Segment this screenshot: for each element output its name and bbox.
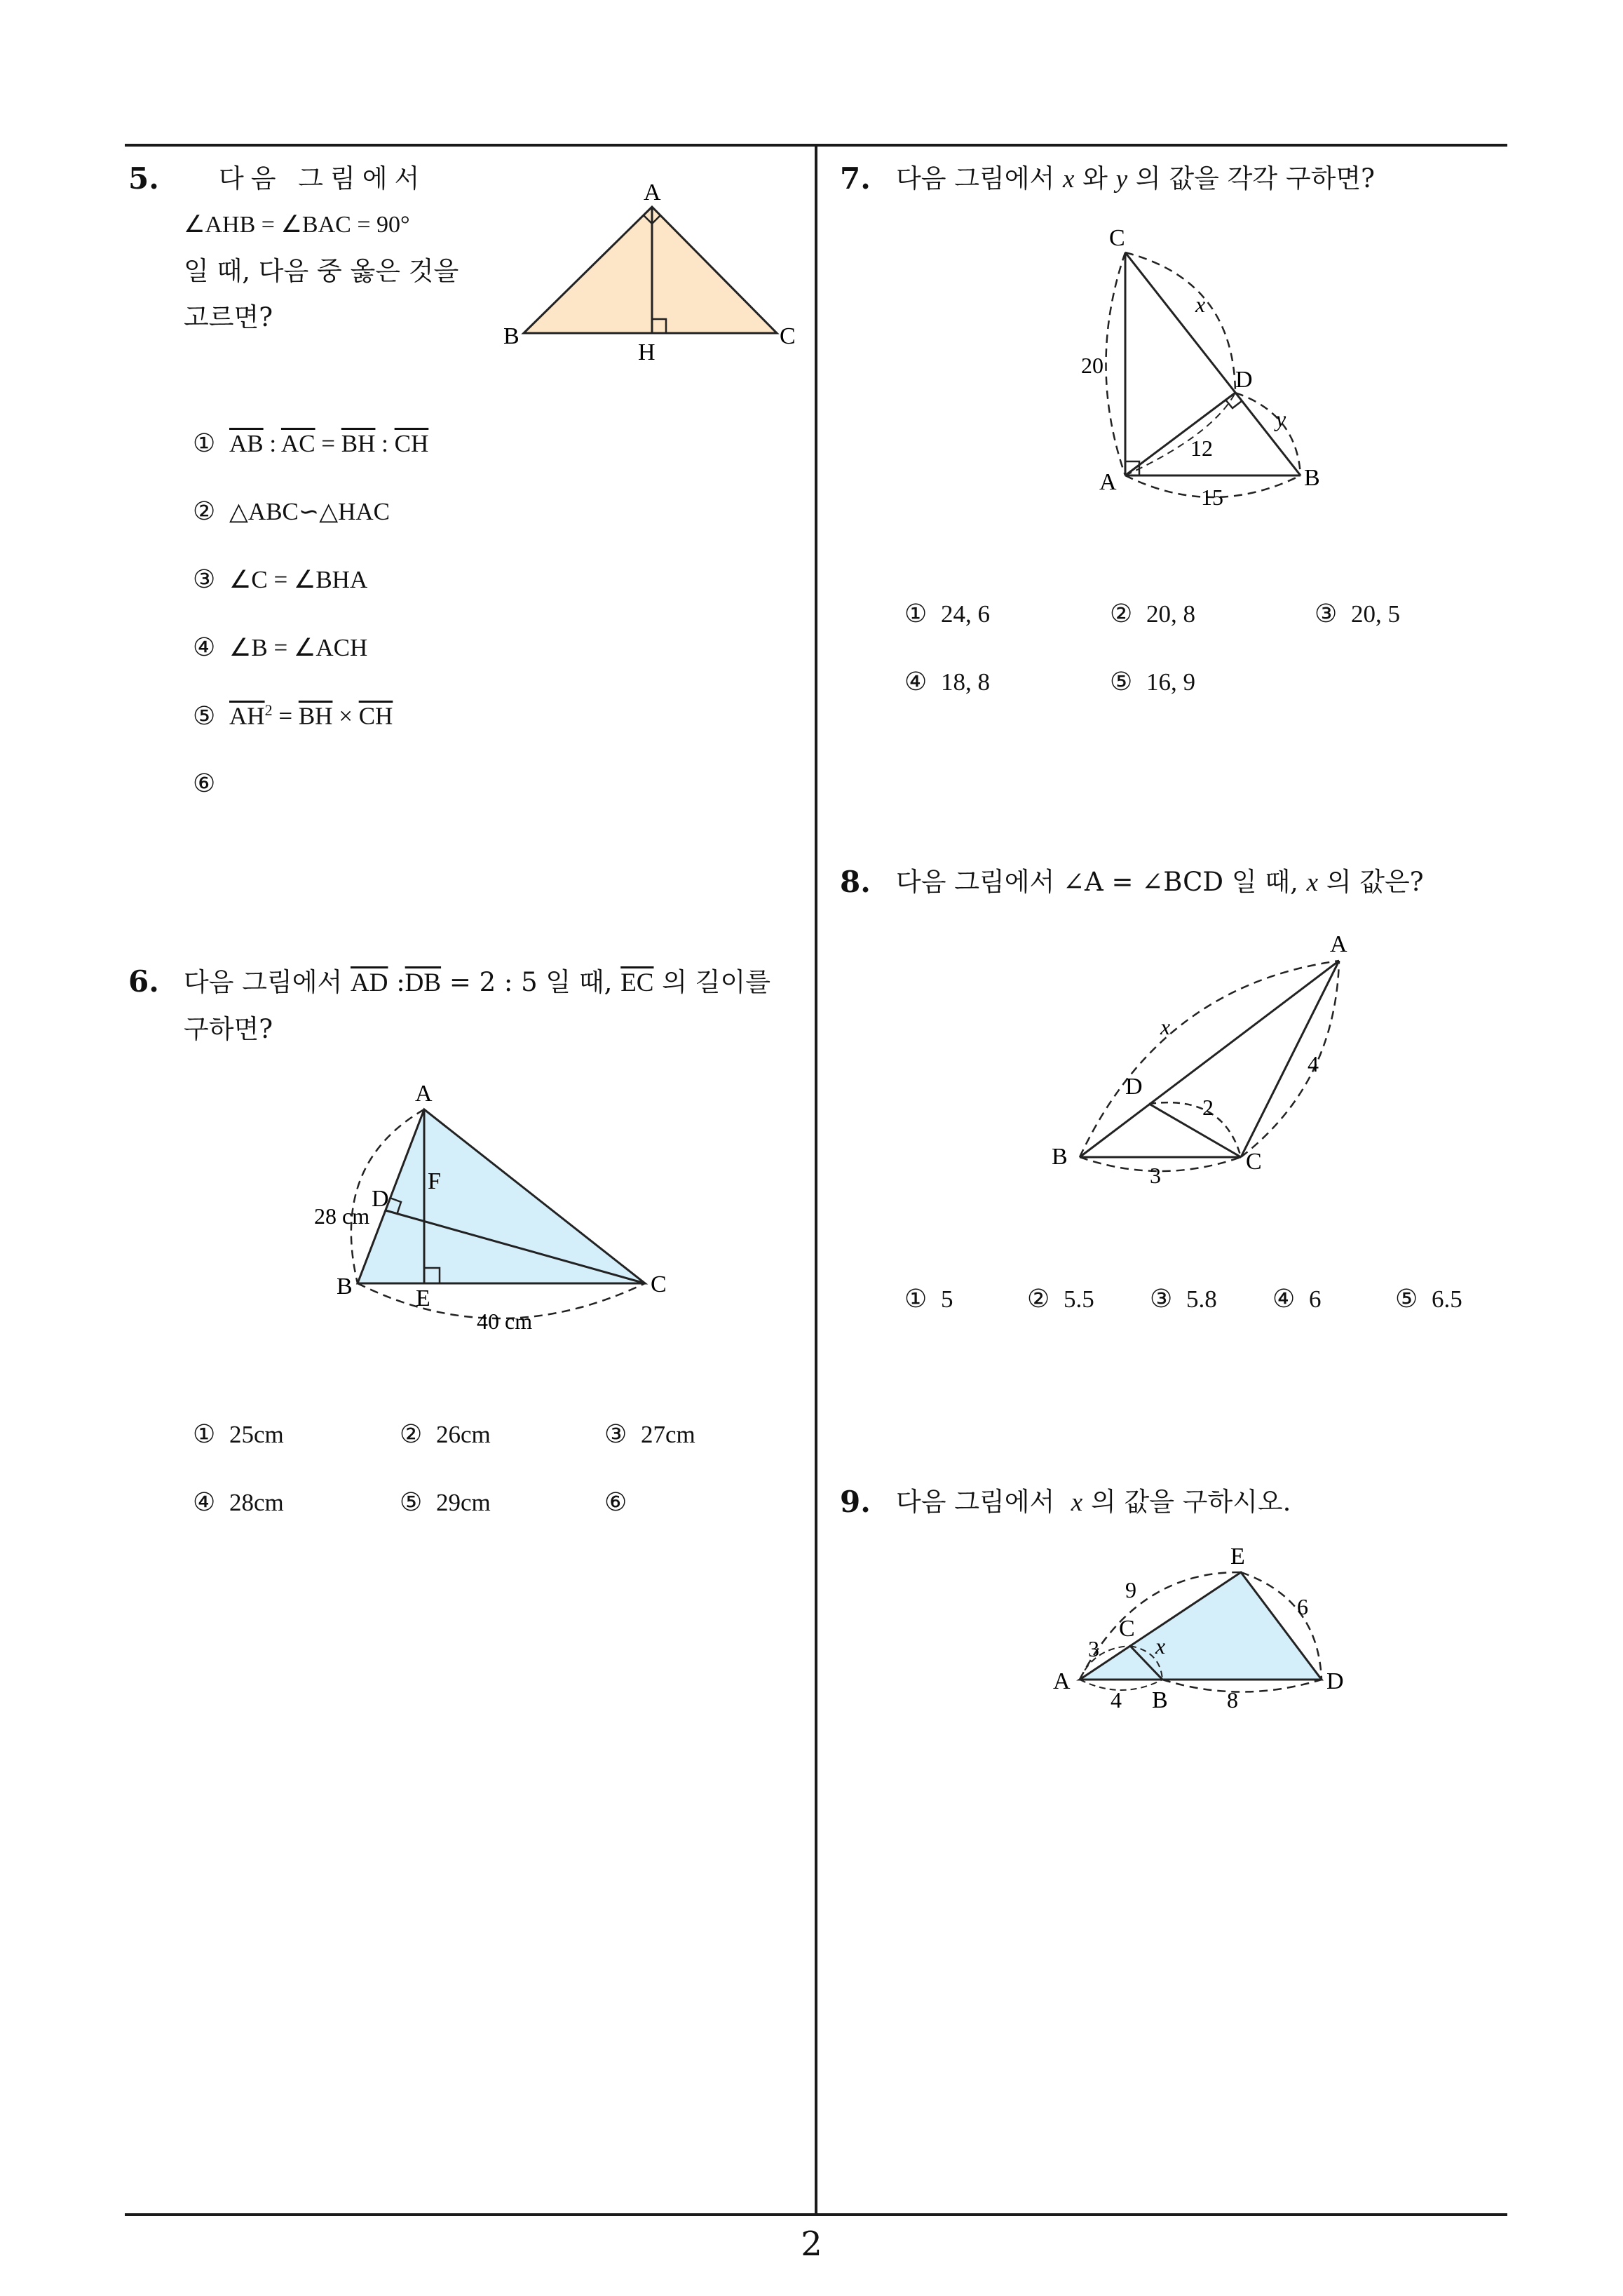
- q6-label-B: B: [337, 1274, 353, 1299]
- q6-option-1[interactable]: [193, 1420, 284, 1449]
- segment-AH: $\overline{AH}$: [229, 702, 265, 730]
- q9-text-b: 의 값을 구하시오.: [1082, 1487, 1291, 1517]
- q9-label-C: C: [1119, 1616, 1135, 1642]
- column-divider: [815, 145, 817, 2215]
- q5-figure: [491, 172, 796, 365]
- q8-label-A: A: [1330, 931, 1347, 957]
- q9-text-a: 다음 그림에서: [896, 1487, 1071, 1517]
- q6-option-5-mark: ⑤: [400, 1488, 423, 1517]
- q5-prompt-line2: ∠AHB = ∠BAC = 90°: [184, 212, 410, 238]
- q8-option-2-text: 5.5: [1064, 1285, 1094, 1313]
- q6-label-A: A: [415, 1081, 433, 1107]
- q6-text-mid: = 2 : 5 일 때,: [441, 967, 621, 997]
- q7-label-A: A: [1099, 469, 1117, 495]
- q8-option-5[interactable]: [1395, 1285, 1462, 1314]
- segment-AC: $\overline{AC}$: [280, 430, 315, 457]
- var-x: x: [1306, 868, 1319, 897]
- q7-text-c: 의 값을 각각 구하면?: [1127, 163, 1375, 194]
- q8-figure: [1048, 922, 1427, 1203]
- q7-text-a: 다음 그림에서: [896, 163, 1063, 194]
- segment-CH: $\overline{CH}$: [358, 702, 393, 730]
- q5-option-2[interactable]: [193, 497, 390, 526]
- q7-label-12: 12: [1190, 435, 1213, 461]
- q6-text-pre: 다음 그림에서: [184, 967, 351, 997]
- q7-option-3[interactable]: [1315, 600, 1400, 628]
- q6-prompt: [184, 959, 815, 1053]
- q9-number: 9.: [840, 1485, 871, 1519]
- q6-option-3-text: 27cm: [641, 1421, 695, 1448]
- q6-prompt-line2: 구하면?: [184, 1014, 273, 1044]
- q6-option-6-mark: ⑥: [604, 1488, 627, 1517]
- segment-DB: $\overline{DB}$: [405, 968, 442, 997]
- q7-option-2-text: 20, 8: [1146, 600, 1195, 628]
- q6-option-2[interactable]: [400, 1420, 491, 1449]
- q5-option-3-text: ∠C = ∠BHA: [229, 566, 368, 593]
- q8-text-b: 의 값은?: [1318, 867, 1424, 897]
- q8-number: 8.: [840, 865, 871, 899]
- exponent: 2: [264, 701, 273, 719]
- q5-label-A: A: [644, 180, 661, 205]
- q8-label-C: C: [1246, 1149, 1262, 1175]
- q7-option-5[interactable]: [1110, 668, 1195, 696]
- q8-option-2[interactable]: [1027, 1285, 1094, 1314]
- q7-text-b: 와: [1074, 163, 1116, 194]
- q6-option-1-text: 25cm: [229, 1421, 284, 1448]
- segment-BH: $\overline{BH}$: [341, 430, 376, 457]
- q9-label-3: 3: [1088, 1636, 1099, 1661]
- q5-option-2-mark: ②: [193, 497, 216, 526]
- q5-option-4-mark: ④: [193, 633, 216, 662]
- q6-colon: :: [388, 967, 405, 997]
- q7-label-20: 20: [1081, 353, 1103, 378]
- q5-option-3[interactable]: [193, 565, 367, 594]
- q8-option-4[interactable]: [1272, 1285, 1322, 1314]
- q7-label-y: y: [1276, 406, 1286, 431]
- segment-EC: $\overline{EC}$: [620, 968, 654, 997]
- q8-option-1-text: 5: [941, 1285, 953, 1313]
- q5-prompt: [184, 156, 485, 341]
- segment-CH: $\overline{CH}$: [394, 430, 429, 457]
- q8-label-D: D: [1125, 1074, 1143, 1100]
- q8-option-5-text: 6.5: [1432, 1285, 1462, 1313]
- q8-option-1-mark: ①: [904, 1285, 928, 1314]
- q8-label-3: 3: [1150, 1163, 1161, 1188]
- q8-label-B: B: [1052, 1144, 1068, 1170]
- q6-option-6[interactable]: [604, 1488, 641, 1517]
- q5-label-C: C: [780, 323, 796, 349]
- q7-option-3-mark: ③: [1315, 600, 1338, 628]
- segment-AD: $\overline{AD}$: [350, 968, 388, 997]
- q5-option-5-mark: ⑤: [193, 701, 216, 731]
- q5-option-4-text: ∠B = ∠ACH: [229, 634, 368, 661]
- q7-option-1-text: 24, 6: [941, 600, 990, 628]
- q9-label-A: A: [1053, 1668, 1071, 1694]
- q9-label-B: B: [1152, 1687, 1168, 1713]
- q5-option-4[interactable]: [193, 633, 367, 662]
- q7-option-5-mark: ⑤: [1110, 668, 1133, 696]
- q6-length-40: 40 cm: [477, 1309, 533, 1334]
- q7-number: 7.: [840, 161, 871, 196]
- q5-option-1[interactable]: ① $\overline{AB}$ : $\overline{AC} = \overline{BH}$ : $\overline{CH}$: [193, 429, 429, 458]
- q6-option-1-mark: ①: [193, 1420, 216, 1449]
- q6-option-5-text: 29cm: [436, 1489, 491, 1516]
- page-number: 2: [801, 2224, 822, 2264]
- q7-option-4-mark: ④: [904, 668, 928, 696]
- q8-option-2-mark: ②: [1027, 1285, 1050, 1314]
- q8-option-5-mark: ⑤: [1395, 1285, 1418, 1314]
- q6-option-4[interactable]: [193, 1488, 284, 1517]
- q7-option-3-text: 20, 5: [1351, 600, 1400, 628]
- q7-option-5-text: 16, 9: [1146, 668, 1195, 696]
- segment-BH: $\overline{BH}$: [298, 702, 333, 730]
- q9-label-4: 4: [1111, 1687, 1122, 1713]
- q9-label-9: 9: [1125, 1577, 1136, 1602]
- var-x: x: [1071, 1488, 1083, 1517]
- q9-label-D: D: [1326, 1668, 1344, 1694]
- q7-figure: [1073, 224, 1353, 519]
- q7-option-4-text: 18, 8: [941, 668, 990, 696]
- q5-number: 5.: [128, 161, 159, 196]
- q6-label-F: F: [428, 1168, 441, 1194]
- q7-option-2[interactable]: [1110, 600, 1195, 628]
- q7-option-1-mark: ①: [904, 600, 928, 628]
- q8-option-3-mark: ③: [1150, 1285, 1173, 1314]
- q8-label-x: x: [1160, 1014, 1171, 1039]
- q8-option-4-text: 6: [1309, 1285, 1322, 1313]
- q7-label-D: D: [1235, 367, 1253, 393]
- q6-option-3-mark: ③: [604, 1420, 627, 1449]
- q9-figure: [1052, 1536, 1402, 1718]
- q9-label-8: 8: [1227, 1687, 1238, 1713]
- q6-label-C: C: [651, 1271, 667, 1297]
- q6-figure: [301, 1080, 694, 1375]
- q5-option-2-text: △ABC∽△HAC: [229, 498, 391, 525]
- q9-prompt: [896, 1479, 1291, 1526]
- q8-option-3-text: 5.8: [1186, 1285, 1217, 1313]
- q5-option-6[interactable]: [193, 769, 229, 798]
- q9-label-x: x: [1155, 1633, 1166, 1659]
- q5-prompt-line4: 고르면?: [184, 302, 273, 332]
- q6-option-4-text: 28cm: [229, 1489, 284, 1516]
- q7-option-1[interactable]: [904, 600, 990, 628]
- q6-number: 6.: [128, 964, 159, 999]
- q6-text-post: 의 길이를: [653, 967, 770, 997]
- q5-prompt-line1: 다음 그림에서: [219, 163, 427, 194]
- q6-prompt-line1: [184, 959, 815, 1006]
- q5-label-H: H: [638, 339, 656, 365]
- q8-option-1[interactable]: [904, 1285, 953, 1314]
- q7-option-2-mark: ②: [1110, 600, 1133, 628]
- q5-option-6-mark: ⑥: [193, 769, 216, 798]
- q8-text-a: 다음 그림에서 ∠A = ∠BCD 일 때,: [896, 867, 1307, 897]
- q9-label-E: E: [1230, 1544, 1245, 1569]
- q5-option-5[interactable]: ⑤ $\overline{AH}^2 = \overline{BH} \times \overline{CH}$: [193, 701, 393, 731]
- q7-label-C: C: [1109, 225, 1125, 251]
- q6-length-28: 28 cm: [314, 1203, 370, 1229]
- q9-label-6: 6: [1297, 1594, 1308, 1619]
- q5-prompt-line3: 일 때, 다음 중 옳은 것을: [184, 256, 459, 286]
- q5-option-1-mark: ①: [193, 429, 216, 458]
- var-x: x: [1062, 165, 1075, 194]
- q5-option-3-mark: ③: [193, 565, 216, 594]
- q8-label-2: 2: [1202, 1095, 1214, 1120]
- var-y: y: [1115, 165, 1128, 194]
- q6-option-5[interactable]: [400, 1488, 491, 1517]
- q8-option-4-mark: ④: [1272, 1285, 1296, 1314]
- q6-option-2-text: 26cm: [436, 1421, 491, 1448]
- q7-option-4[interactable]: [904, 668, 990, 696]
- q6-label-E: E: [416, 1285, 430, 1311]
- q7-label-B: B: [1304, 465, 1320, 491]
- q6-label-D: D: [372, 1186, 389, 1212]
- q6-option-2-mark: ②: [400, 1420, 423, 1449]
- q5-label-B: B: [503, 323, 520, 349]
- q8-label-4: 4: [1308, 1051, 1319, 1076]
- q6-option-4-mark: ④: [193, 1488, 216, 1517]
- q7-label-15: 15: [1201, 485, 1223, 510]
- q6-option-3[interactable]: [604, 1420, 695, 1449]
- segment-AB: $\overline{AB}$: [229, 430, 264, 457]
- q8-prompt: [896, 859, 1424, 906]
- q7-label-x: x: [1195, 292, 1206, 317]
- q8-option-3[interactable]: [1150, 1285, 1217, 1314]
- q7-prompt: [896, 156, 1375, 203]
